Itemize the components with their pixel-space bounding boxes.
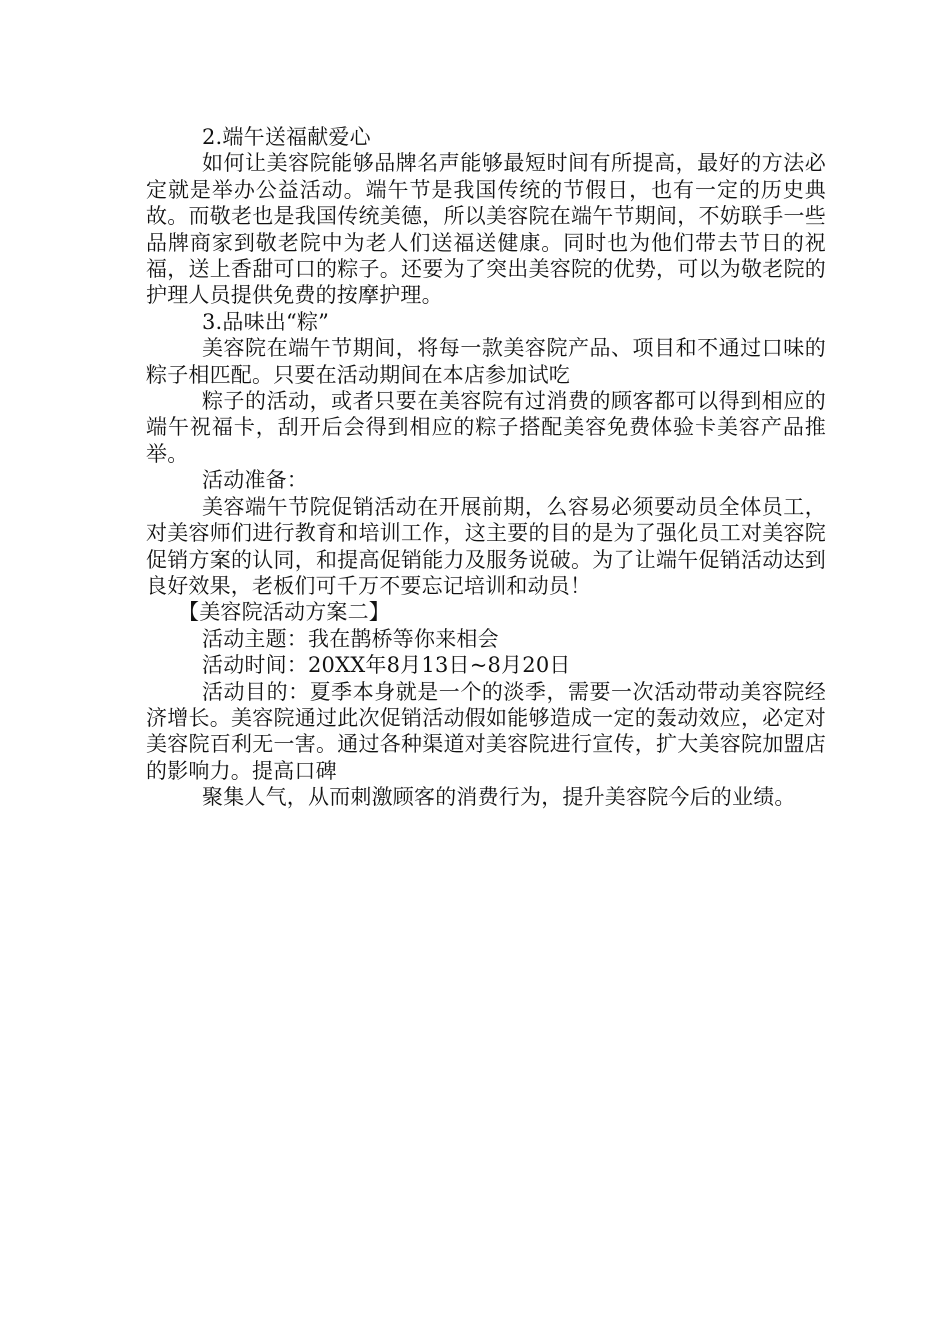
- activity-theme: 活动主题：我在鹊桥等你来相会: [202, 626, 499, 651]
- paragraph-purpose: 活动目的：夏季本身就是一个的淡季，需要一次活动带动美容院经济增长。美容院通过此次促销活动假如能够造成一定的轰动效应，必定对美容院百利无一害。通过各种渠道对美容院进行宣传，扩大美容院加盟店的影响力。提高口碑: [146, 679, 826, 783]
- plan-two-title: 【美容院活动方案二】: [178, 600, 390, 625]
- preparation-heading: 活动准备：: [202, 468, 308, 493]
- section-heading-3: 3.品味出“粽”: [202, 309, 330, 334]
- paragraph-preparation: 美容端午节院促销活动在开展前期，么容易必须要动员全体员工，对美容师们进行教育和培训工作，这主要的目的是为了强化员工对美容院促销方案的认同，和提高促销能力及服务说破。为了让端午促销活动达到良好效果，老板们可千万不要忘记培训和动员！: [146, 494, 826, 598]
- paragraph-pairing: 美容院在端午节期间，将每一款美容院产品、项目和不通过口味的粽子相匹配。只要在活动期间在本店参加试吃: [146, 336, 826, 387]
- activity-time: 活动时间：20XX年8月13日~8月20日: [202, 653, 571, 678]
- paragraph-tasting: 粽子的活动，或者只要在美容院有过消费的顾客都可以得到相应的端午祝福卡，刮开后会得到相应的粽子搭配美容免费体验卡美容产品推举。: [146, 389, 826, 466]
- paragraph-gather: 聚集人气，从而刺激顾客的消费行为，提升美容院今后的业绩。: [202, 785, 796, 810]
- section-heading-2: 2.端午送福献爱心: [202, 125, 371, 149]
- paragraph-charity: 如何让美容院能够品牌名声能够最短时间有所提高，最好的方法必定就是举办公益活动。端午节是我国传统的节假日，也有一定的历史典故。而敬老也是我国传统美德，所以美容院在端午节期间，不妨联手一些品牌商家到敬老院中为老人们送福送健康。同时也为他们带去节日的祝福，送上香甜可口的粽子。还要为了突出美容院的优势，可以为敬老院的护理人员提供免费的按摩护理。: [146, 151, 826, 308]
- document-body: [146, 124, 826, 811]
